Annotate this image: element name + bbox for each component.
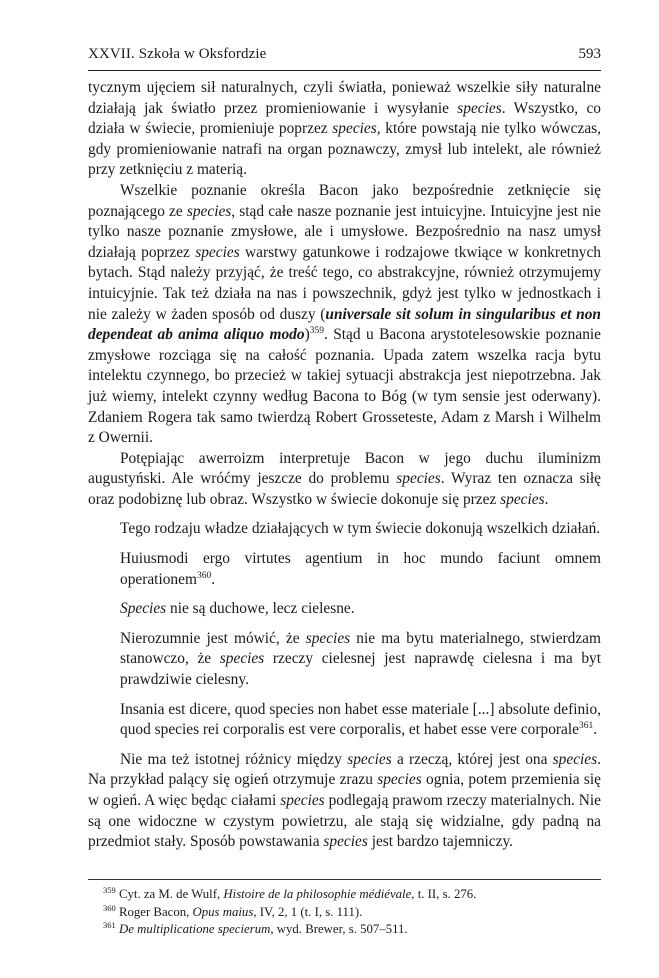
italic-term: species [332, 120, 377, 138]
text-run: Wszelkie poznanie określa Bacon jako bezpośrednie zetknięcie się poznającego ze [88, 181, 601, 220]
footnote-361 [103, 921, 603, 939]
text-run: . Stąd u Bacona arystotelesowskie poznanie zmysłowe rozciąga się na całość poznania. Upada zatem wszelka racja bytu intelektu czynnego, bo przecież w takiej sytuacji abstrakcja jest niepotrzebna. Jak już wiemy, intelekt czynny według Bacona to Bóg (w tym sensie jest oderwany). Zdaniem Rogera tak samo twierdzą Robert Grosseteste, Adam z Marsh i Wilhelm z Owernii. [88, 326, 602, 447]
text-run: ognia, potem przemienia się w ogień. A więc będąc ciałami [88, 771, 601, 809]
block-quote-3 [120, 599, 601, 620]
paragraph-3 [88, 449, 601, 511]
footnote-number: 361 [103, 920, 116, 930]
text-run: , stąd całe nasze poznanie jest intuicyjne. Intuicyjne jest nie tylko nasze poznanie zmysłowe, ale i umysłowe. Bezpośrednio na nasz umysł działają poprzez [88, 202, 601, 261]
italic-term: species [280, 792, 325, 809]
footnote-359 [103, 886, 603, 904]
text-run: ) [304, 326, 310, 344]
text-run: Insania est dicere, quod species non habet esse materiale [...] absolute definio, quod species rei corporalis est vere corporalis, et habet esse vere corporale [120, 700, 601, 739]
text-run: . Wyraz ten oznacza siłę oraz podobiznę lub obraz. Wszystko w świecie dokonuje się przez [88, 470, 601, 508]
text-run: Nierozumnie jest mówić, że [120, 629, 306, 647]
text-run: . [211, 570, 216, 588]
italic-term: species [457, 99, 502, 117]
text-run: nie są duchowe, lecz cielesne. [166, 600, 355, 618]
footnote-360 [103, 904, 603, 922]
text-run: . Wszystko, co działa w świecie, promieniuje poprzez [88, 99, 601, 138]
text-run: Potępiając awerroizm interpretuje Bacon w jego duchu iluminizm augustyński. Ale wróćmy jeszcze do problemu [88, 449, 601, 488]
text-run: jest bardzo tajemniczy. [367, 833, 513, 851]
text-run: tycznym ujęciem sił naturalnych, czyli światła, ponieważ wszelkie siły naturalne działają jak światło przez promieniowanie i wysyłanie [88, 79, 601, 117]
block-quote-4 [120, 629, 601, 691]
block-quote-5 [120, 700, 601, 741]
page-header [88, 46, 601, 71]
italic-term: species [186, 202, 232, 220]
cited-title: Opus maius [192, 904, 254, 919]
italic-term: species [552, 750, 598, 768]
text-run: Cyt. za M. de Wulf, [115, 887, 224, 901]
footnote-ref-359[interactable]: 359 [309, 326, 324, 337]
italic-term: Species [120, 600, 167, 618]
footnote-ref-361[interactable]: 361 [578, 721, 594, 732]
text-run: Huiusmodi ergo virtutes agentium in hoc mundo faciunt omnem operationem [120, 550, 601, 588]
text-run: warstwy gatunkowe i rodzajowe tkwiące w konkretnych bytach. Stąd należy przyjąć, że treść tego, co abstrakcyjne, również otrzymujemy intuicyjnie. Tak też działa na nas i powszechnik, gdyż jest tylko w jednostkach i nie zależy w żaden sposób od duszy ( [88, 243, 601, 323]
text-run: Nie ma też istotnej różnicy między [120, 750, 348, 768]
text-run: rzeczy cielesnej jest naprawdę cielesna i ma byt prawdziwie cielesny. [120, 650, 601, 689]
footnote-number: 360 [103, 902, 116, 913]
latin-quote: universale sit solum in singularibus et non dependeat ab anima aliquo modo [88, 305, 601, 344]
block-quote-2 [120, 549, 601, 590]
italic-term: species [195, 243, 240, 261]
paragraph-2 [88, 181, 601, 449]
text-run: , wyd. Brewer, s. 507–511. [270, 922, 408, 936]
text-run: , t. II, s. 276. [411, 887, 477, 901]
text-run: . [544, 490, 549, 508]
italic-term: species [219, 650, 265, 668]
paragraph-1 [88, 78, 601, 181]
text-run: . Na przykład palący się ogień otrzymuje zrazu [88, 750, 601, 789]
italic-term: species [500, 490, 545, 508]
footnote-number: 359 [103, 885, 116, 895]
italic-term: species [347, 750, 392, 768]
text-run: nie ma bytu materialnego, stwierdzam stanowczo, że [120, 629, 601, 668]
italic-term: species [396, 470, 441, 488]
text-run: , IV, 2, 1 (t. I, s. 111). [253, 904, 363, 919]
italic-term: species [377, 771, 422, 789]
block-quote-1: Tego rodzaju władze działających w tym świecie dokonują wszelkich działań. [120, 520, 601, 538]
running-head: XXVII. Szkoła w Oksfordzie [88, 46, 267, 62]
footnote-ref-360[interactable]: 360 [196, 570, 212, 581]
italic-term: species [305, 629, 351, 647]
text-run: . [593, 721, 598, 739]
page-number: 593 [578, 46, 601, 62]
text-run: podlegają prawom rzeczy materialnych. Nie są one widoczne w czystym powietrzu, ale stają się widzialne, gdy padną na przedmiot stały. Sposób powstawania [88, 792, 601, 851]
paragraph-4 [88, 750, 601, 853]
cited-title: De multiplicatione specierum [118, 922, 271, 936]
italic-term: species [323, 833, 368, 851]
footnotes [103, 886, 603, 939]
text-run: , które powstają nie tylko wówczas, gdy promieniowanie natrafi na organ poznawczy, zmysł lub intelekt, ale również przy zetknięciu z materią. [88, 120, 601, 179]
main-text [88, 78, 601, 853]
cited-title: Histoire de la philosophie médiévale [223, 887, 412, 901]
footnote-divider [88, 879, 601, 880]
text-run: Roger Bacon, [115, 904, 193, 919]
text-run: a rzeczą, której jest ona [391, 750, 553, 768]
